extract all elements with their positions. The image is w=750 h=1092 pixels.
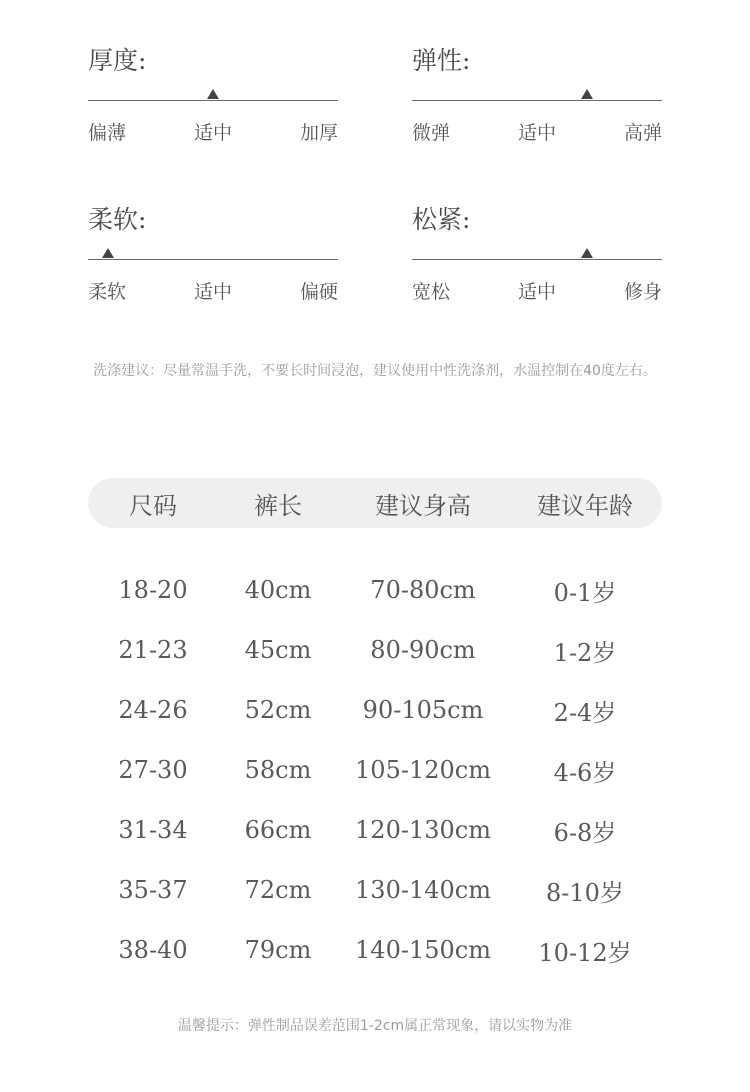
attribute-scale xyxy=(88,259,338,260)
cell-age: 1-2岁 xyxy=(553,638,617,667)
attribute-thickness xyxy=(88,44,338,145)
cell-size: 38-40 xyxy=(118,936,188,964)
scale-label-low: 柔软 xyxy=(88,281,127,303)
attribute-title: 松紧: xyxy=(412,205,471,234)
table-row xyxy=(88,620,662,680)
scale-label-high: 修身 xyxy=(623,281,662,303)
attribute-title: 厚度: xyxy=(88,46,147,75)
cell-size: 35-37 xyxy=(118,876,188,904)
cell-length: 45cm xyxy=(244,636,312,664)
scale-label-high: 高弹 xyxy=(623,122,662,144)
table-row xyxy=(88,680,662,740)
scale-label-low: 宽松 xyxy=(412,281,451,303)
cell-length: 40cm xyxy=(244,576,312,604)
scale-label-mid: 适中 xyxy=(517,122,556,144)
attribute-scale xyxy=(412,100,662,101)
cell-age: 10-12岁 xyxy=(538,938,632,967)
header-height: 建议身高 xyxy=(375,491,471,520)
scale-label-high: 偏硬 xyxy=(299,281,338,303)
attribute-fit xyxy=(412,203,662,304)
size-table-header xyxy=(88,478,662,528)
cell-length: 79cm xyxy=(244,936,312,964)
cell-height: 90-105cm xyxy=(362,696,484,724)
size-table-body xyxy=(88,560,662,980)
attribute-title: 弹性: xyxy=(412,46,471,75)
table-row xyxy=(88,800,662,860)
attribute-scale xyxy=(88,100,338,101)
table-row xyxy=(88,860,662,920)
cell-age: 2-4岁 xyxy=(553,698,617,727)
cell-size: 18-20 xyxy=(118,576,188,604)
cell-size: 21-23 xyxy=(118,636,188,664)
attribute-title: 柔软: xyxy=(88,205,147,234)
cell-length: 58cm xyxy=(244,756,312,784)
attribute-elasticity xyxy=(412,44,662,145)
header-pant-length: 裤长 xyxy=(254,491,302,520)
cell-length: 52cm xyxy=(244,696,312,724)
header-size: 尺码 xyxy=(129,491,177,520)
scale-label-high: 加厚 xyxy=(299,122,338,144)
header-age: 建议年龄 xyxy=(537,491,633,520)
cell-height: 80-90cm xyxy=(370,636,476,664)
cell-age: 4-6岁 xyxy=(553,758,617,787)
table-row xyxy=(88,740,662,800)
cell-size: 24-26 xyxy=(118,696,188,724)
level-marker-icon xyxy=(581,248,593,258)
scale-label-mid: 适中 xyxy=(193,281,232,303)
scale-label-mid: 适中 xyxy=(517,281,556,303)
cell-age: 6-8岁 xyxy=(553,818,617,847)
table-row xyxy=(88,920,662,980)
cell-height: 70-80cm xyxy=(370,576,476,604)
cell-height: 140-150cm xyxy=(355,936,491,964)
attribute-softness xyxy=(88,203,338,304)
scale-label-mid: 适中 xyxy=(193,122,232,144)
cell-length: 72cm xyxy=(244,876,312,904)
cell-age: 8-10岁 xyxy=(546,878,624,907)
size-disclaimer: 温馨提示：弹性制品误差范围1-2cm属正常现象，请以实物为准 xyxy=(177,1018,573,1034)
cell-height: 130-140cm xyxy=(355,876,491,904)
cell-size: 27-30 xyxy=(118,756,188,784)
cell-size: 31-34 xyxy=(118,816,188,844)
attribute-scale xyxy=(412,259,662,260)
table-row xyxy=(88,560,662,620)
scale-label-low: 偏薄 xyxy=(88,122,127,144)
level-marker-icon xyxy=(207,89,219,99)
level-marker-icon xyxy=(581,89,593,99)
scale-label-low: 微弹 xyxy=(412,122,451,144)
cell-height: 105-120cm xyxy=(355,756,491,784)
cell-height: 120-130cm xyxy=(355,816,491,844)
cell-length: 66cm xyxy=(244,816,312,844)
wash-instructions: 洗涤建议：尽量常温手洗，不要长时间浸泡，建议使用中性洗涤剂，水温控制在40度左右。 xyxy=(93,363,657,379)
level-marker-icon xyxy=(102,248,114,258)
cell-age: 0-1岁 xyxy=(553,578,617,607)
